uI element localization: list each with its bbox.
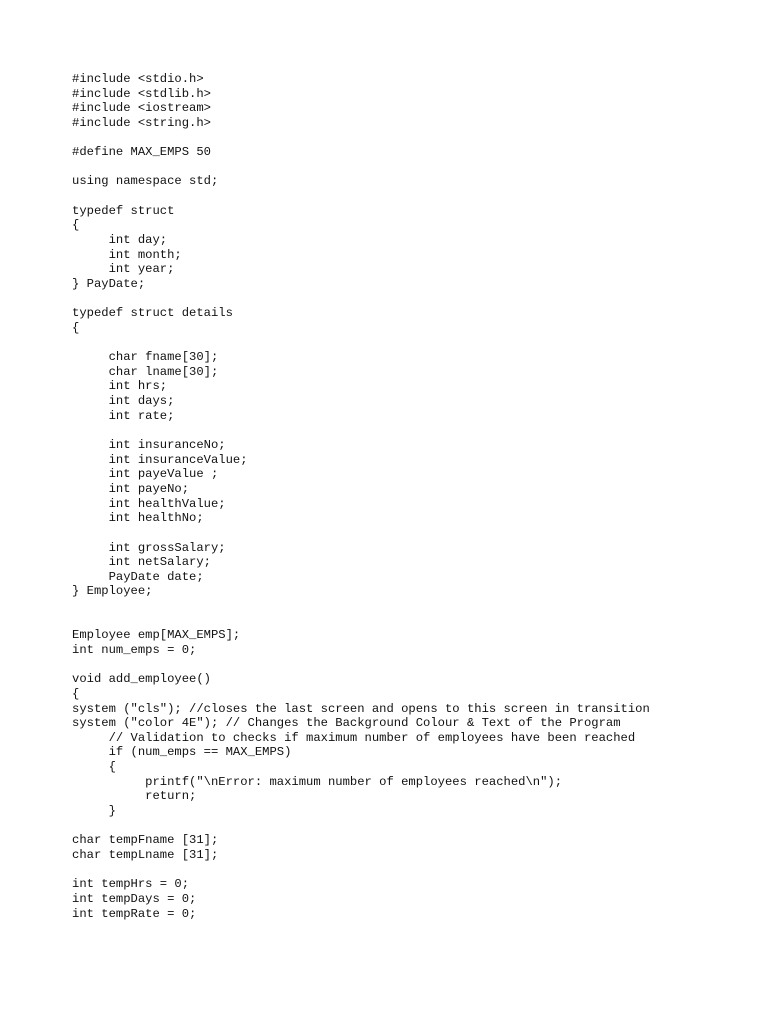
code-line: int tempDays = 0; <box>72 891 197 906</box>
code-line: char lname[30]; <box>72 364 219 379</box>
source-code-block <box>72 72 752 921</box>
code-line: char tempLname [31]; <box>72 847 219 862</box>
code-line: printf("\nError: maximum number of employees reached\n"); <box>72 774 563 789</box>
code-line <box>72 131 752 146</box>
code-line: void add_employee() <box>72 672 211 687</box>
code-line: using namespace std; <box>72 174 219 189</box>
code-line <box>72 599 752 614</box>
code-line <box>72 658 752 673</box>
code-line: int insuranceValue; <box>72 452 248 467</box>
code-line: system ("cls"); //closes the last screen and opens to this screen in transition <box>72 701 650 716</box>
code-line <box>72 614 752 629</box>
code-line: { <box>72 760 116 775</box>
code-line: char fname[30]; <box>72 350 219 365</box>
code-line: #include <stdlib.h> <box>72 86 211 101</box>
code-line: typedef struct details <box>72 306 233 321</box>
code-line: #define MAX_EMPS 50 <box>72 145 211 160</box>
code-line: int payeValue ; <box>72 467 219 482</box>
code-line: int month; <box>72 247 182 262</box>
code-line: #include <string.h> <box>72 115 211 130</box>
code-line <box>72 863 752 878</box>
code-line <box>72 189 752 204</box>
code-line: int day; <box>72 233 168 248</box>
code-line: int insuranceNo; <box>72 438 226 453</box>
code-line: int year; <box>72 262 175 277</box>
code-line <box>72 292 752 307</box>
code-line: #include <iostream> <box>72 101 211 116</box>
code-line <box>72 336 752 351</box>
code-line: int healthValue; <box>72 496 226 511</box>
code-line: int num_emps = 0; <box>72 642 197 657</box>
code-line: int days; <box>72 394 175 409</box>
code-line: int netSalary; <box>72 555 211 570</box>
code-line: if (num_emps == MAX_EMPS) <box>72 745 292 760</box>
code-line: PayDate date; <box>72 569 204 584</box>
code-line <box>72 423 752 438</box>
code-line: int tempHrs = 0; <box>72 877 190 892</box>
code-line <box>72 160 752 175</box>
code-line: } <box>72 804 116 819</box>
code-line: int tempRate = 0; <box>72 906 197 921</box>
code-line: Employee emp[MAX_EMPS]; <box>72 628 241 643</box>
code-line: { <box>72 320 80 335</box>
code-line: typedef struct <box>72 203 175 218</box>
code-line: } Employee; <box>72 584 153 599</box>
code-line: // Validation to checks if maximum number of employees have been reached <box>72 730 636 745</box>
code-line: return; <box>72 789 197 804</box>
code-line: int healthNo; <box>72 511 204 526</box>
code-line <box>72 819 752 834</box>
code-line: int hrs; <box>72 379 168 394</box>
code-line: int grossSalary; <box>72 540 226 555</box>
code-line: char tempFname [31]; <box>72 833 219 848</box>
code-line: } PayDate; <box>72 276 146 291</box>
code-line: { <box>72 218 80 233</box>
code-line: int rate; <box>72 408 175 423</box>
code-line: system ("color 4E"); // Changes the Background Colour & Text of the Program <box>72 716 621 731</box>
code-line <box>72 526 752 541</box>
code-line: int payeNo; <box>72 481 190 496</box>
code-line: #include <stdio.h> <box>72 72 204 86</box>
code-line: { <box>72 686 80 701</box>
